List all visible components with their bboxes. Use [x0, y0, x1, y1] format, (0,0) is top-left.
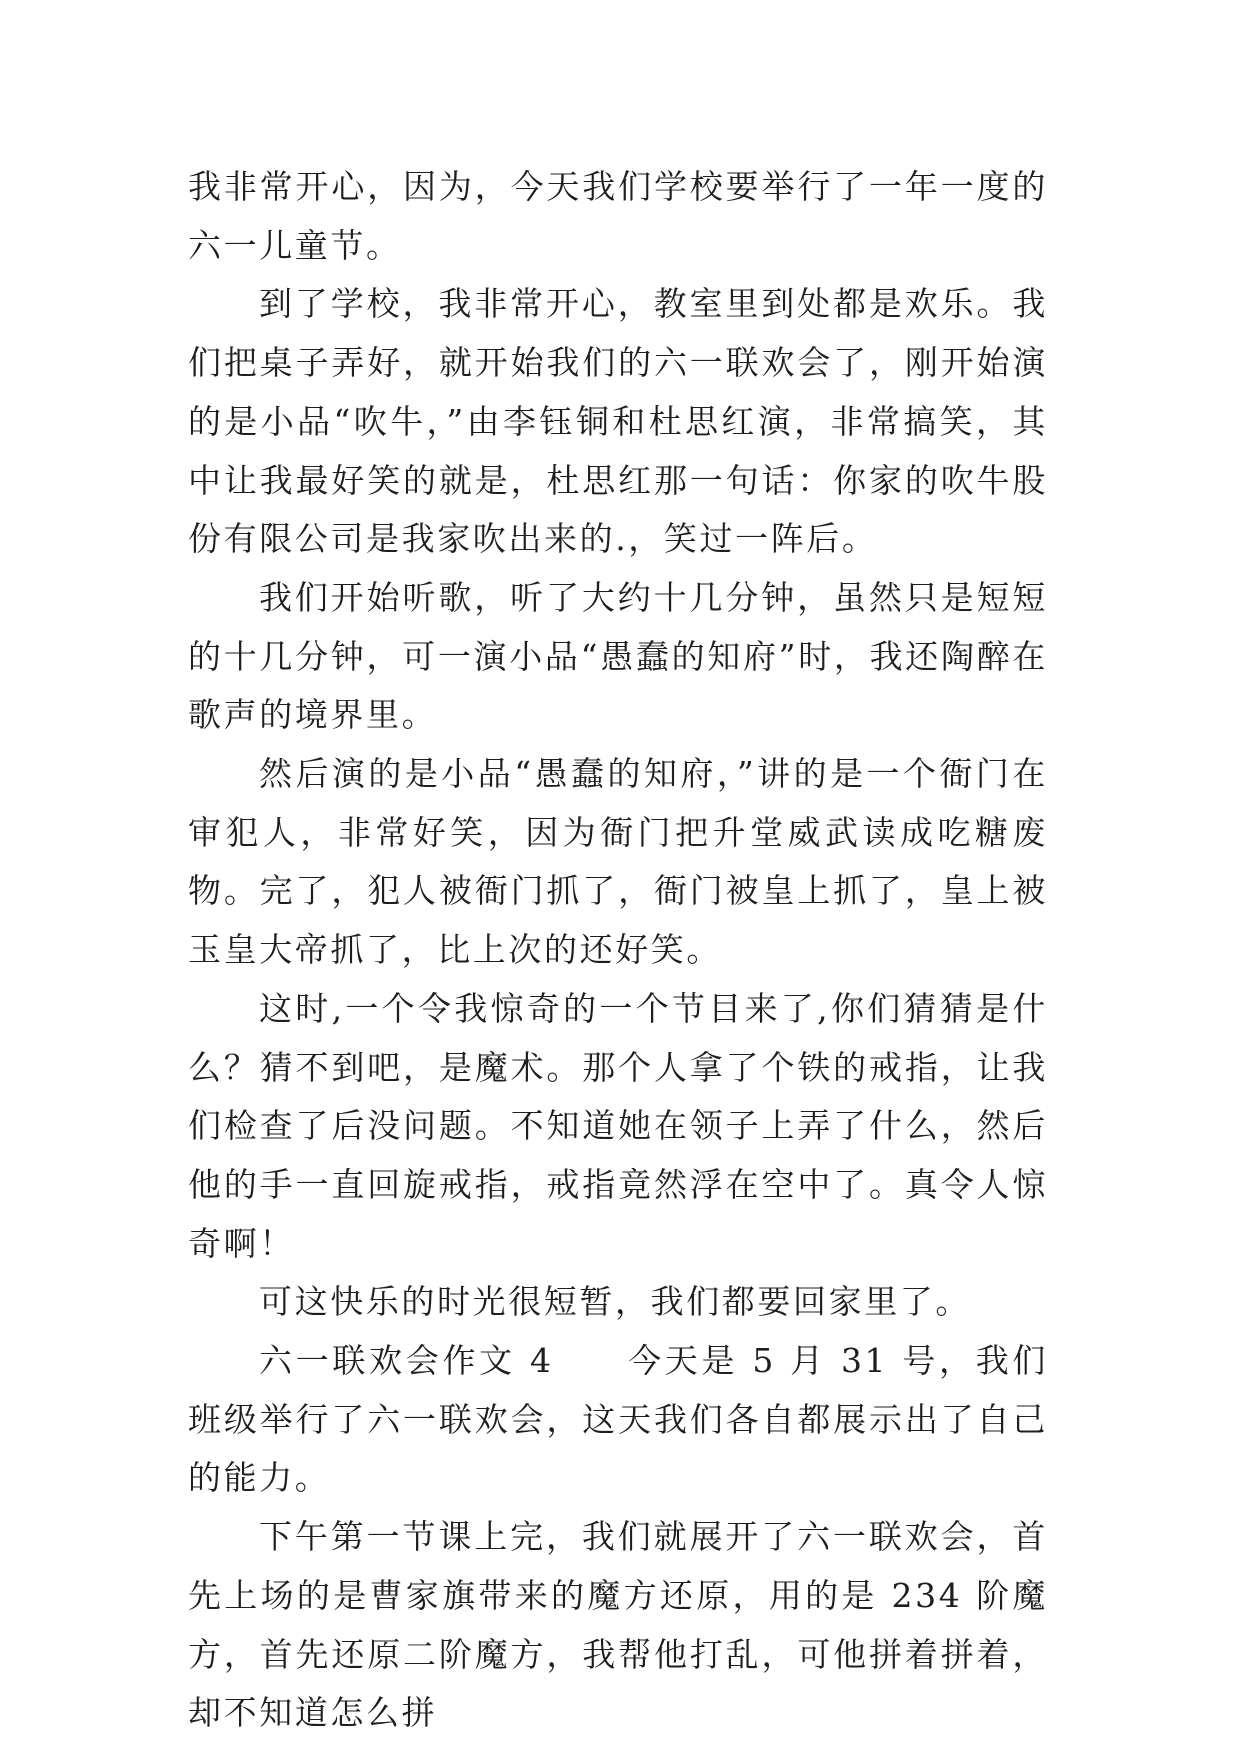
- paragraph: 这时,一个令我惊奇的一个节目来了,你们猜猜是什么？猜不到吧，是魔术。那个人拿了个铁的戒指，让我们检查了后没问题。不知道她在领子上弄了什么，然后他的手一直回旋戒指，戒指竟然浮在空中了。真令人惊奇啊！: [188, 988, 1048, 1263]
- paragraph-essay-4-start: 六一联欢会作文 4 今天是 5 月 31 号，我们班级举行了六一联欢会，这天我们各自都展示出了自己的能力。: [188, 1341, 1048, 1498]
- paragraph: 我非常开心，因为，今天我们学校要举行了一年一度的六一儿童节。: [188, 167, 1048, 265]
- paragraph: 然后演的是小品“愚蠢的知府，”讲的是一个衙门在审犯人，非常好笑，因为衙门把升堂威武读成吃糖废物。完了，犯人被衙门抓了，衙门被皇上抓了，皇上被玉皇大帝抓了，比上次的还好笑。: [188, 754, 1048, 970]
- paragraph: 到了学校，我非常开心，教室里到处都是欢乐。我们把桌子弄好，就开始我们的六一联欢会了，刚开始演的是小品“吹牛，”由李钰铜和杜思红演，非常搞笑，其中让我最好笑的就是，杜思红那一句话：你家的吹牛股份有限公司是我家吹出来的.，笑过一阵后。: [188, 284, 1048, 559]
- paragraph: 可这快乐的时光很短暂，我们都要回家里了。: [259, 1282, 971, 1322]
- essay-body: [188, 158, 1048, 1743]
- paragraph: 下午第一节课上完，我们就展开了六一联欢会，首先上场的是曹家旗带来的魔方还原，用的是 234 阶魔方，首先还原二阶魔方，我帮他打乱，可他拼着拼着，却不知道怎么拼: [188, 1517, 1048, 1733]
- paragraph: 我们开始听歌，听了大约十几分钟，虽然只是短短的十几分钟，可一演小品“愚蠢的知府”时，我还陶醉在歌声的境界里。: [188, 577, 1048, 735]
